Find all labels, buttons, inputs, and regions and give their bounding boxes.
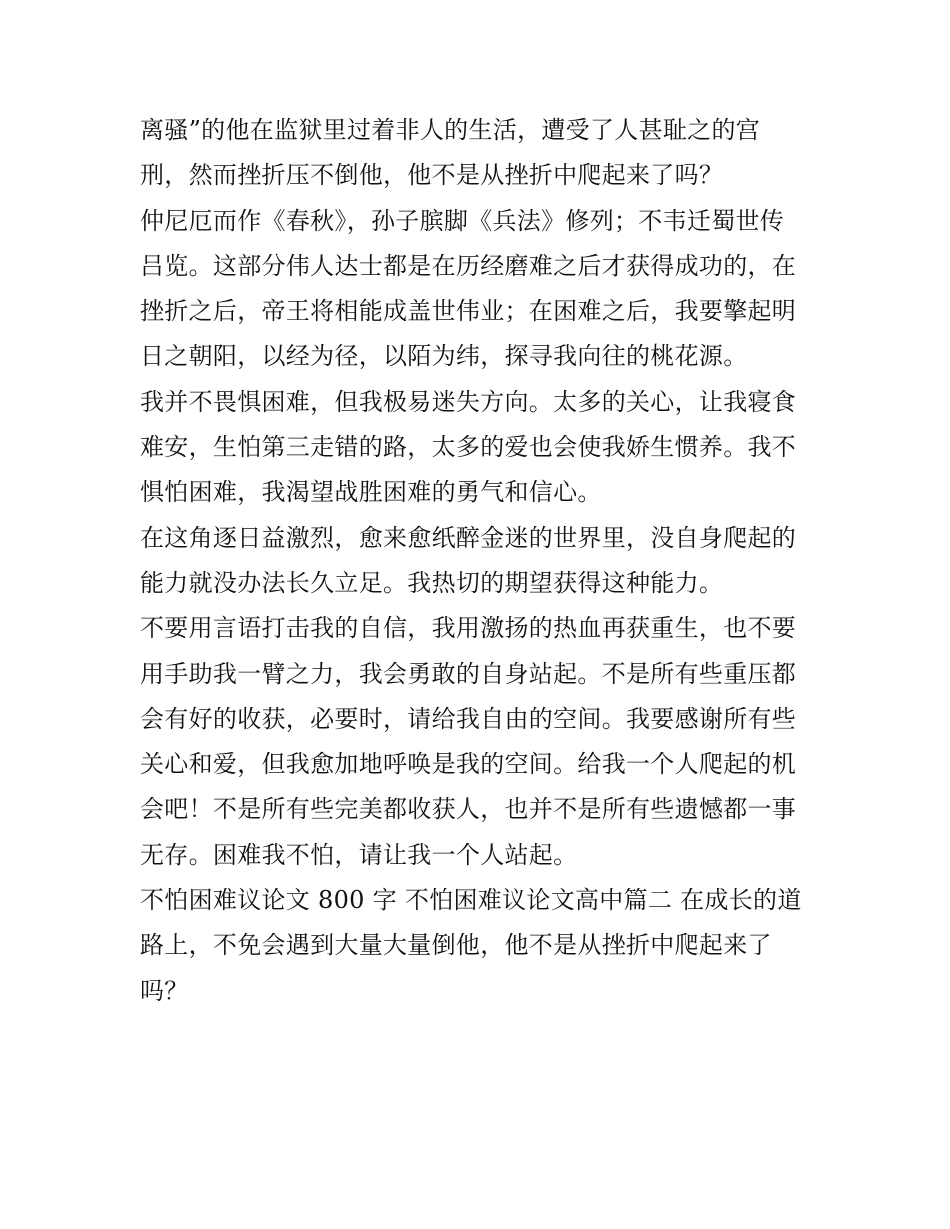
text-line-16: 会吧！不是所有些完美都收获人，也并不是所有些遗憾都一事	[140, 795, 797, 824]
text-line-17: 无存。困难我不怕，请让我一个人站起。	[140, 840, 578, 869]
text-line-13: 用手助我一臂之力，我会勇敢的自身站起。不是所有些重压都	[140, 659, 797, 688]
text-line-10: 在这角逐日益激烈，愈来愈纸醉金迷的世界里，没自身爬起的	[140, 523, 797, 552]
text-line-18: 不怕困难议论文 800 字 不怕困难议论文高中篇二 在成长的道	[140, 886, 802, 915]
text-line-5: 挫折之后，帝王将相能成盖世伟业；在困难之后，我要擎起明	[140, 297, 797, 326]
text-line-14: 会有好的收获，必要时，请给我自由的空间。我要感谢所有些	[140, 704, 797, 733]
text-line-4: 吕览。这部分伟人达士都是在历经磨难之后才获得成功的，在	[140, 251, 797, 280]
text-line-2: 刑，然而挫折压不倒他，他不是从挫折中爬起来了吗？	[140, 161, 724, 190]
text-line-6: 日之朝阳，以经为径，以陌为纬，探寻我向往的桃花源。	[140, 342, 748, 371]
text-line-3: 仲尼厄而作《春秋》，孙子膑脚《兵法》修列；不韦迁蜀世传	[140, 206, 785, 235]
text-line-20: 吗？	[140, 976, 189, 1005]
text-line-7: 我并不畏惧困难，但我极易迷失方向。太多的关心，让我寝食	[140, 387, 797, 416]
text-line-12: 不要用言语打击我的自信，我用激扬的热血再获重生，也不要	[140, 614, 797, 643]
text-line-1: 离骚”的他在监狱里过着非人的生活，遭受了人甚耻之的宫	[140, 116, 761, 144]
text-line-11: 能力就没办法长久立足。我热切的期望获得这种能力。	[140, 568, 724, 597]
text-line-15: 关心和爱，但我愈加地呼唤是我的空间。给我一个人爬起的机	[140, 750, 797, 779]
text-line-19: 路上，不免会遇到大量大量倒他，他不是从挫折中爬起来了	[140, 931, 772, 960]
document-body	[140, 108, 820, 1014]
text-line-8: 难安，生怕第三走错的路，太多的爱也会使我娇生惯养。我不	[140, 433, 797, 462]
text-line-9: 惧怕困难，我渴望战胜困难的勇气和信心。	[140, 478, 602, 507]
